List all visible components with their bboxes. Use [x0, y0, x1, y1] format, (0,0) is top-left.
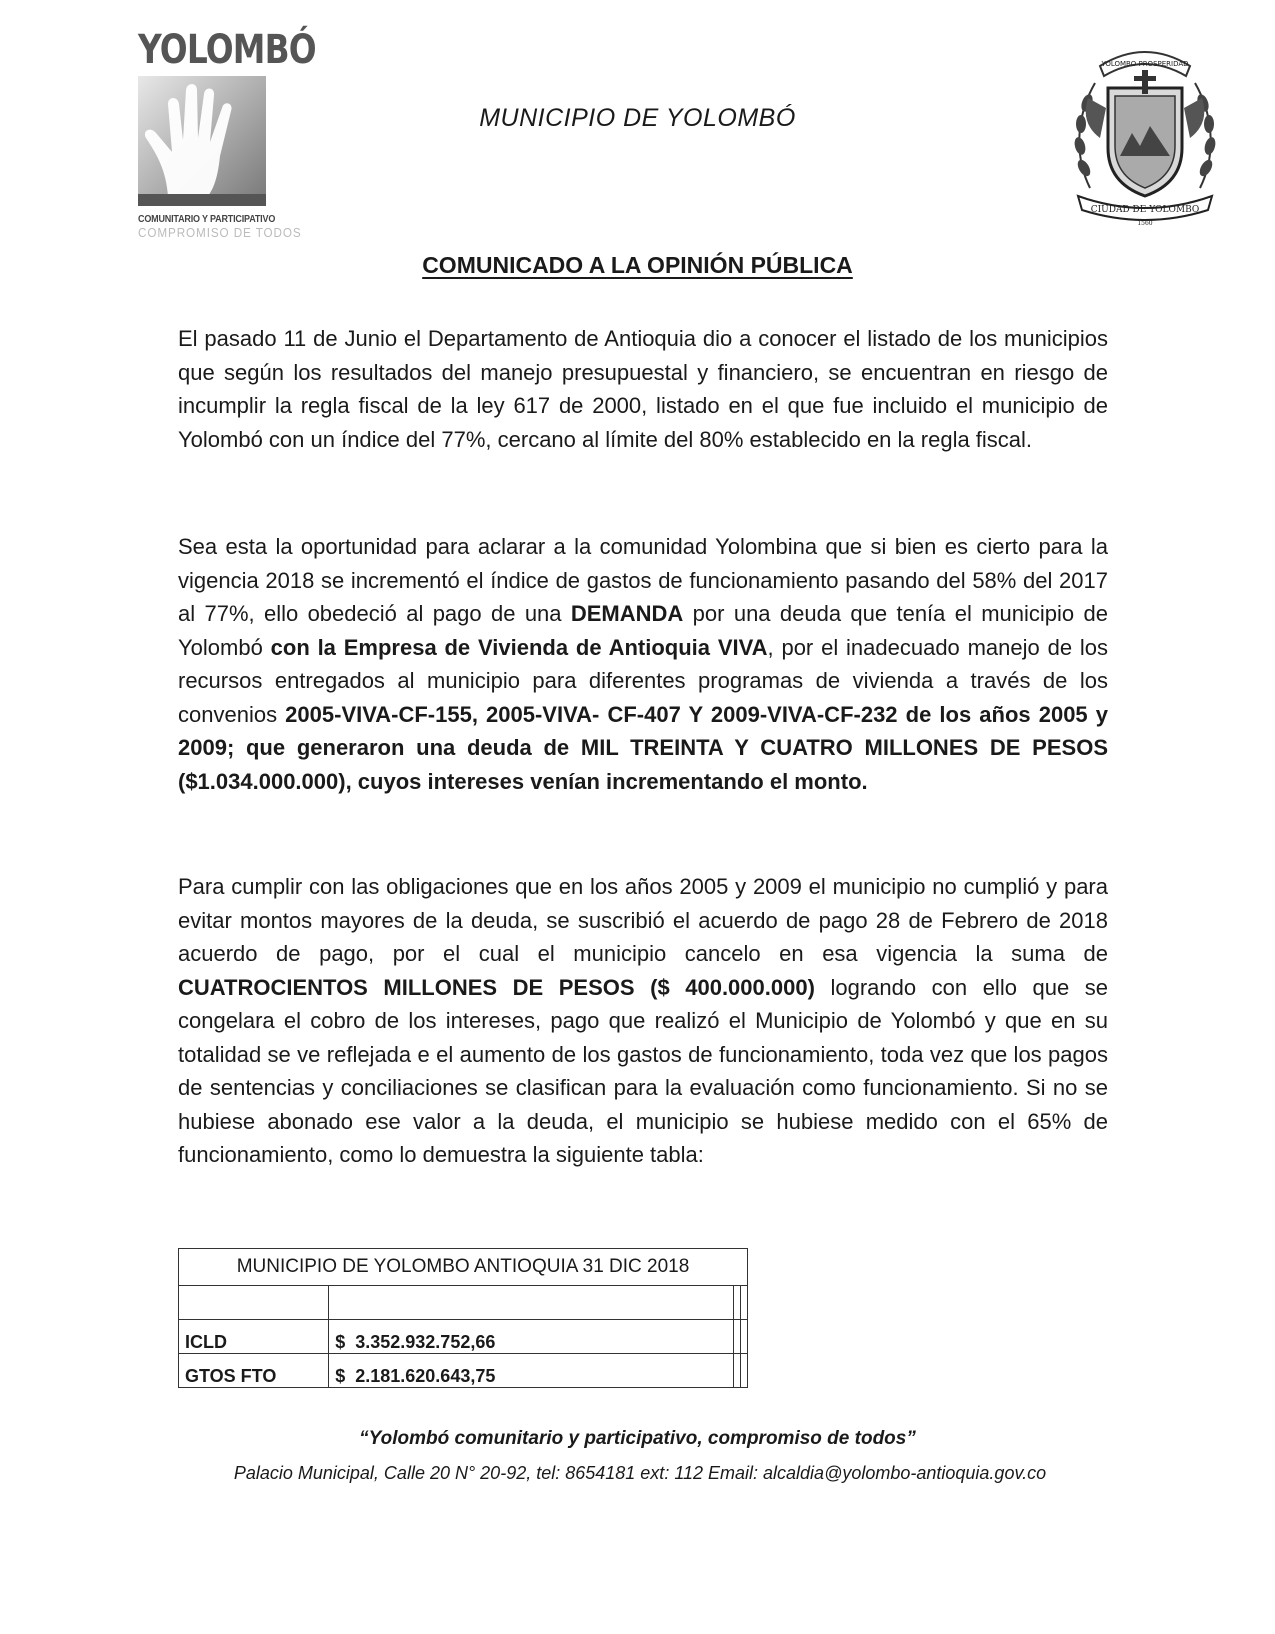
table-row	[179, 1320, 748, 1354]
crest-motto: CIUDAD DE YOLOMBO	[1090, 205, 1200, 215]
crest-year: 1560	[1137, 220, 1153, 227]
table-row-label: GTOS FTO	[179, 1354, 329, 1388]
paragraph-2-bold-2: con la Empresa de Vivienda de Antioquia VIVA	[270, 634, 768, 660]
municipio-title: MUNICIPIO DE YOLOMBÓ	[479, 104, 796, 132]
table-row	[179, 1354, 748, 1388]
table-cell	[179, 1286, 329, 1320]
paragraph-3	[178, 870, 1108, 1172]
footer-quote: “Yolombó comunitario y participativo, compromiso de todos”	[359, 1428, 916, 1449]
paragraph-3-text-2: logrando con ello que se congelara el cobro de los intereses, pago que realizó el Municipio de Yolombó y que en su totalidad se ve reflejada e el aumento de los gastos de funcionamiento, toda vez que los pagos de sentencias y conciliaciones se clasifican para la evaluación como funcionamiento. Si no se hubiese abonado ese valor a la deuda, el municipio se hubiese medido con el 65% de funcionamiento, como lo demuestra la siguiente tabla:	[178, 974, 1108, 1167]
document-title: COMUNICADO A LA OPINIÓN PÚBLICA	[422, 252, 853, 278]
table-cell	[740, 1320, 747, 1354]
paragraph-2	[178, 530, 1108, 798]
table-cell	[740, 1354, 747, 1388]
hand-logo-icon	[138, 76, 266, 206]
table-header-row	[179, 1249, 748, 1286]
table-row-empty	[179, 1286, 748, 1320]
financial-table	[178, 1248, 748, 1388]
paragraph-2-bold-1: DEMANDA	[570, 601, 684, 626]
table-cell	[733, 1286, 740, 1320]
paragraph-3-bold-1: CUATROCIENTOS MILLONES DE PESOS ($ 400.000.000)	[178, 974, 815, 1000]
crest-top-text: YOLOMBO PROSPERIDAD	[1101, 60, 1189, 68]
logo-wordmark: YOLOMBÓ	[138, 27, 316, 73]
paragraph-2-text-2: por una deuda que tenía el municipio de Yolombó	[178, 601, 1108, 660]
table-cell	[740, 1286, 747, 1320]
table-cell	[329, 1286, 733, 1320]
table-cell	[733, 1354, 740, 1388]
paragraph-3-text-1: Para cumplir con las obligaciones que en los años 2005 y 2009 el municipio no cumplió y para evitar montos mayores de la deuda, se suscribió el acuerdo de pago 28 de Febrero de 2018 acuerdo de pago, por el cual el municipio cancelo en esa vigencia la suma de	[178, 874, 1108, 966]
coat-of-arms-icon	[1070, 38, 1220, 228]
logo-slogan: COMPROMISO DE TODOS	[138, 225, 302, 240]
logo-subtitle: COMUNITARIO Y PARTICIPATIVO	[138, 214, 276, 225]
paragraph-2-text-1: Sea esta la oportunidad para aclarar a la comunidad Yolombina que si bien es cierto para la vigencia 2018 se incrementó el índice de gastos de funcionamiento pasando del 58% del 2017 al 77%, ello obedeció al pago de una	[178, 534, 1108, 626]
paragraph-1: El pasado 11 de Junio el Departamento de Antioquia dio a conocer el listado de los municipios que según los resultados del manejo presupuestal y financiero, se encuentran en riesgo de incumplir la regla fiscal de la ley 617 de 2000, listado en el que fue incluido el municipio de Yolombó con un índice del 77%, cercano al límite del 80% establecido en la regla fiscal.	[178, 326, 1108, 452]
table-row-label: ICLD	[179, 1320, 329, 1354]
paragraph-2-bold-3: 2005-VIVA-CF-155, 2005-VIVA- CF-407 Y 2009-VIVA-CF-232 de los años 2005 y 2009; que generaron una deuda de MIL TREINTA Y CUATRO MILLONES DE PESOS ($1.034.000.000), cuyos intereses venían incrementando el monto.	[178, 701, 1108, 794]
footer-address: Palacio Municipal, Calle 20 N° 20-92, tel: 8654181 ext: 112 Email: alcaldia@yolombo-antioquia.gov.co	[233, 1463, 1047, 1483]
table-row-value: $ 2.181.620.643,75	[329, 1354, 733, 1388]
paragraph-2-text-3: , por el inadecuado manejo de los recursos entregados al municipio para diferentes programas de vivienda a través de los convenios	[178, 634, 1108, 727]
table-title: MUNICIPIO DE YOLOMBO ANTIOQUIA 31 DIC 2018	[179, 1249, 748, 1286]
yolombo-logo	[138, 27, 316, 240]
table-row-value: $ 3.352.932.752,66	[329, 1320, 733, 1354]
table-cell	[733, 1320, 740, 1354]
